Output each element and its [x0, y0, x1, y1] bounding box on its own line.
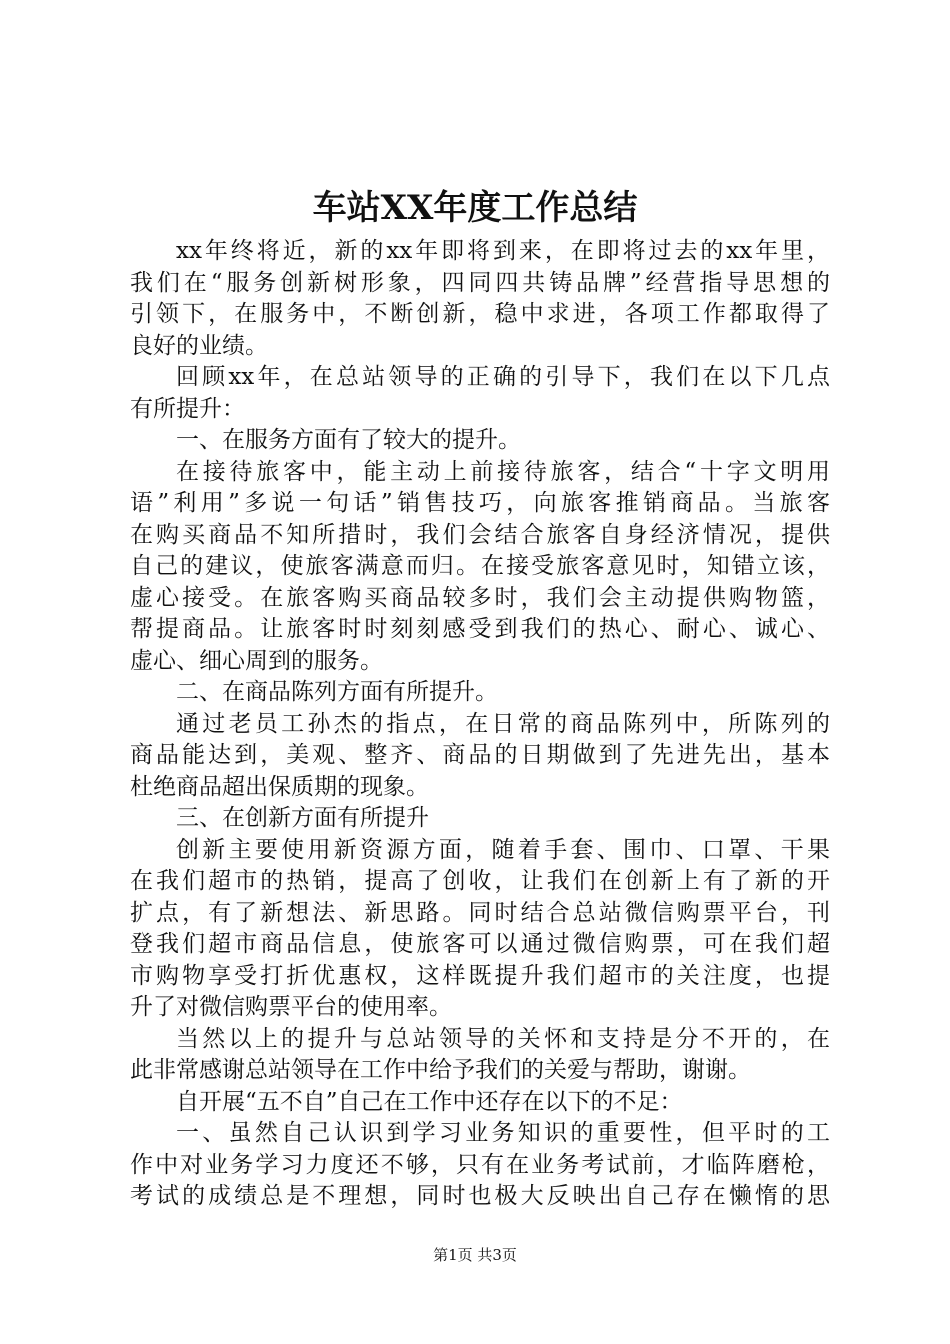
text-line: 杜绝商品超出保质期的现象。 [130, 773, 429, 800]
text-line: 一、在服务方面有了较大的提升。 [176, 427, 521, 453]
text-line: xx年终将近，新的xx年即将到来，在即将过去的xx年里， [176, 238, 830, 264]
text-line: 此非常感谢总站领导在工作中给予我们的关爱与帮助，谢谢。 [130, 1057, 751, 1083]
text-line: 有所提升： [130, 395, 245, 422]
text-line: 三、在创新方面有所提升 [176, 805, 429, 831]
text-line: 创新主要使用新资源方面，随着手套、围巾、口罩、干果 [176, 836, 830, 863]
text-line: 自开展“五不自”自己在工作中还存在以下的不足： [176, 1088, 683, 1115]
text-line: 升了对微信购票平台的使用率。 [130, 994, 452, 1020]
text-line: 引领下，在服务中，不断创新，稳中求进，各项工作都取得了 [130, 301, 830, 327]
text-line: 回顾xx年，在总站领导的正确的引导下，我们在以下几点 [176, 364, 830, 390]
text-line: 市购物享受打折优惠权，这样既提升我们超市的关注度，也提 [130, 962, 830, 989]
text-line: 良好的业绩。 [130, 332, 268, 359]
text-line: 自己的建议，使旅客满意而归。在接受旅客意见时，知错立该， [130, 553, 830, 579]
page-footer: 第1页 共3页 [433, 1246, 517, 1264]
text-line: 在我们超市的热销，提高了创收，让我们在创新上有了新的开 [130, 868, 830, 894]
document-title: 车站XX年度工作总结 [312, 188, 638, 228]
text-line: 语”利用”多说一句话”销售技巧，向旅客推销商品。当旅客 [130, 490, 830, 516]
text-line: 一、虽然自己认识到学习业务知识的重要性，但平时的工 [176, 1120, 830, 1146]
text-line: 在接待旅客中，能主动上前接待旅客，结合“十字文明用 [176, 458, 830, 485]
text-line: 通过老员工孙杰的指点，在日常的商品陈列中，所陈列的 [176, 710, 830, 737]
text-line: 二、在商品陈列方面有所提升。 [176, 679, 498, 705]
text-line: 扩点，有了新想法、新思路。同时结合总站微信购票平台，刊 [130, 899, 830, 926]
text-line: 帮提商品。让旅客时时刻刻感受到我们的热心、耐心、诚心、 [130, 616, 830, 642]
text-line: 商品能达到，美观、整齐、商品的日期做到了先进先出，基本 [130, 742, 830, 768]
text-line: 虚心、细心周到的服务。 [130, 647, 383, 674]
text-line: 在购买商品不知所措时，我们会结合旅客自身经济情况，提供 [130, 521, 830, 548]
text-line: 考试的成绩总是不理想，同时也极大反映出自己存在懒惰的思 [130, 1183, 830, 1209]
text-line: 我们在“服务创新树形象，四同四共铸品牌”经营指导思想的 [130, 269, 830, 296]
text-line: 虚心接受。在旅客购买商品较多时，我们会主动提供购物篮， [130, 584, 830, 611]
text-line: 登我们超市商品信息，使旅客可以通过微信购票，可在我们超 [130, 931, 830, 957]
text-line: 当然以上的提升与总站领导的关怀和支持是分不开的，在 [176, 1025, 830, 1052]
text-line: 作中对业务学习力度还不够，只有在业务考试前，才临阵磨枪， [130, 1151, 830, 1178]
document-body [130, 236, 830, 1213]
